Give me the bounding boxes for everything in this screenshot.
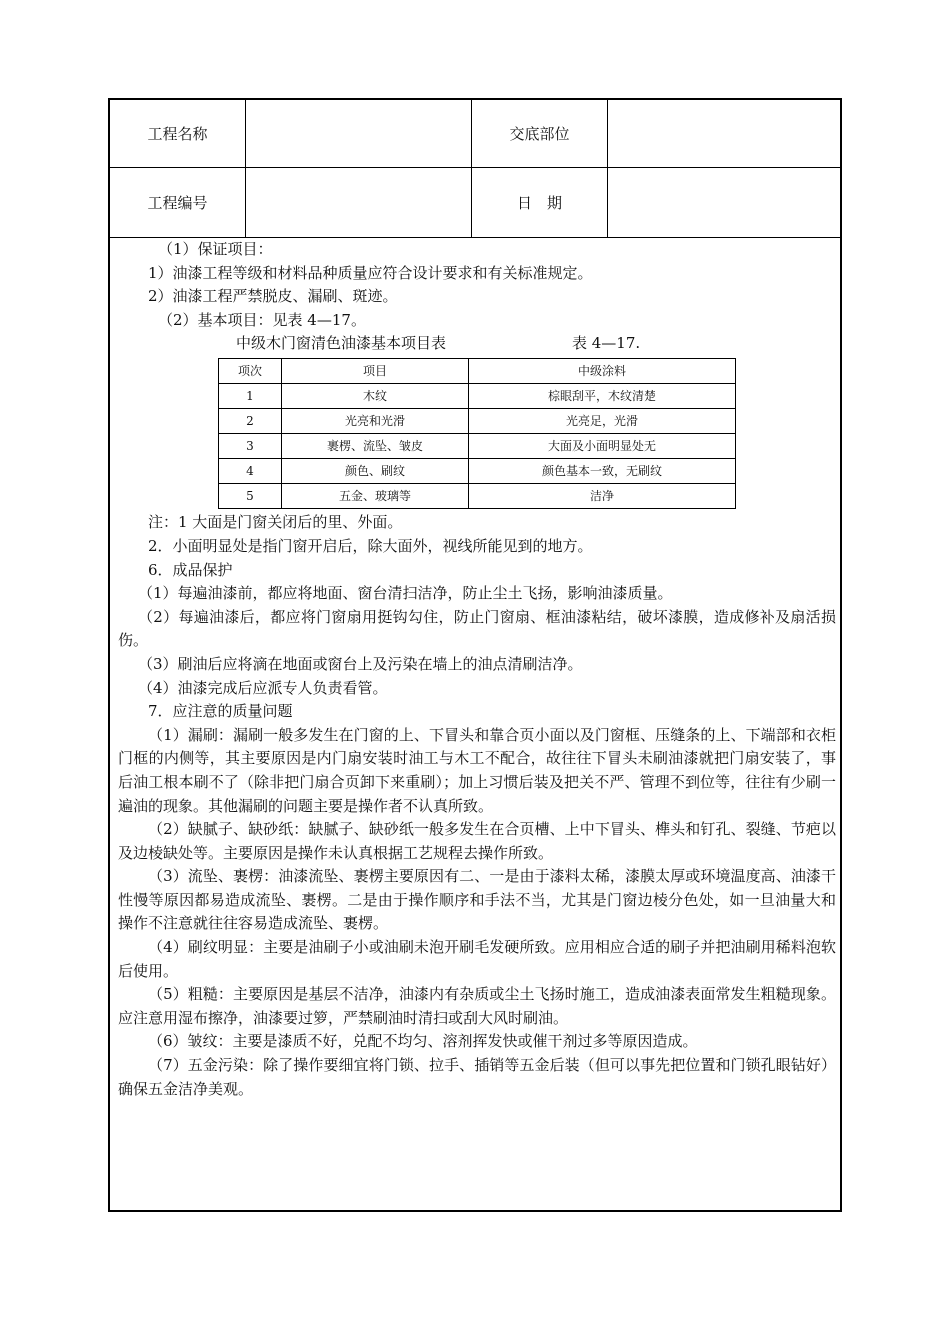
table-cell: 3 [219, 434, 282, 459]
table-cell: 4 [219, 459, 282, 484]
section-6-item-3: （3）刷油后应将滴在地面或窗台上及污染在墙上的油点清刷洁净。 [138, 654, 583, 673]
table-cell: 5 [219, 484, 282, 509]
table-cell: 大面及小面明显处无 [469, 434, 736, 459]
table-row [219, 459, 736, 484]
disclosure-form [108, 98, 842, 1212]
table-cell: 颜色、刷纹 [282, 459, 469, 484]
note-2: 2．小面明显处是指门窗开启后，除大面外，视线所能见到的地方。 [148, 536, 593, 555]
location-label: 交底部位 [472, 100, 608, 167]
section-7-heading: 7．应注意的质量问题 [148, 702, 293, 721]
date-label: 日 期 [472, 168, 608, 237]
guarantee-heading: （1）保证项目： [158, 240, 273, 258]
section-7-item-4: （4）刷纹明显：主要是油刷子小或油刷未泡开刷毛发硬所致。应用相应合适的刷子并把油刷用稀料泡软后使用。 [118, 938, 836, 980]
basic-heading: （2）基本项目：见表 4—17。 [158, 310, 366, 329]
header-row-2 [110, 168, 840, 238]
col-header-grade: 中级涂料 [469, 359, 736, 384]
table-caption [118, 332, 836, 356]
location-value [608, 100, 840, 167]
col-header-no: 项次 [219, 359, 282, 384]
table-cell: 木纹 [282, 384, 469, 409]
table-header-row [219, 359, 736, 384]
table-cell: 五金、玻璃等 [282, 484, 469, 509]
section-7-item-5: （5）粗糙：主要原因是基层不洁净，油漆内有杂质或尘土飞扬时施工，造成油漆表面常发生粗糙现象。应注意用湿布擦净，油漆要过箩，严禁刷油时清扫或刮大风时刷油。 [118, 985, 836, 1027]
table-cell: 裹楞、流坠、皱皮 [282, 434, 469, 459]
table-row [219, 409, 736, 434]
table-row [219, 384, 736, 409]
table-row [219, 434, 736, 459]
table-cell: 1 [219, 384, 282, 409]
section-7-item-6: （6）皱纹：主要是漆质不好，兑配不均匀、溶剂挥发快或催干剂过多等原因造成。 [148, 1032, 698, 1051]
guarantee-item-1: 1）油漆工程等级和材料品种质量应符合设计要求和有关标准规定。 [148, 263, 593, 282]
table-cell: 棕眼刮平，木纹清楚 [469, 384, 736, 409]
table-cell: 颜色基本一致，无刷纹 [469, 459, 736, 484]
section-7-item-7: （7）五金污染：除了操作要细宜将门锁、拉手、插销等五金后装（但可以事先把位置和门锁孔眼钻好）确保五金洁净美观。 [118, 1056, 836, 1098]
section-7-item-1: （1）漏刷：漏刷一般多发生在门窗的上、下冒头和靠合页小面以及门窗框、压缝条的上、下端部和衣柜门框的内侧等，其主要原因是内门扇安装时油工与木工不配合，故往往下冒头未刷油漆就把门扇安装了，事后油工根本刷不了（除非把门扇合页卸下来重刷）；加上习惯后装及把关不严、管理不到位等，往往有少刷一遍油的现象。其他漏刷的问题主要是操作者不认真所致。 [118, 725, 836, 815]
col-header-item: 项目 [282, 359, 469, 384]
header-row-1 [110, 100, 840, 168]
table-title: 中级木门窗清色油漆基本项目表 [236, 334, 447, 353]
guarantee-item-2: 2）油漆工程严禁脱皮、漏刷、斑迹。 [148, 287, 398, 306]
table-number: 表 4—17. [572, 334, 641, 353]
table-row [219, 484, 736, 509]
body-content [118, 238, 836, 1101]
basic-items-table [218, 358, 736, 509]
table-cell: 光亮足，光滑 [469, 409, 736, 434]
project-no-label: 工程编号 [110, 168, 246, 237]
table-cell: 2 [219, 409, 282, 434]
project-name-value [246, 100, 472, 167]
date-value [608, 168, 840, 237]
section-6-heading: 6．成品保护 [148, 560, 233, 579]
note-1: 注：1 大面是门窗关闭后的里、外面。 [148, 513, 403, 532]
project-name-label: 工程名称 [110, 100, 246, 167]
section-6-item-1: （1）每遍油漆前，都应将地面、窗台清扫洁净，防止尘土飞扬，影响油漆质量。 [138, 584, 673, 603]
table-cell: 洁净 [469, 484, 736, 509]
section-7-item-3: （3）流坠、裹楞：油漆流坠、裹楞主要原因有二、一是由于漆料太稀，漆膜太厚或环境温度高、油漆干性慢等原因都易造成流坠、裹楞。二是由于操作顺序和手法不当，尤其是门窗边棱分色处，如一旦油量大和操作不注意就往往容易造成流坠、裹楞。 [118, 867, 836, 933]
project-no-value [246, 168, 472, 237]
table-cell: 光亮和光滑 [282, 409, 469, 434]
section-7-item-2: （2）缺腻子、缺砂纸：缺腻子、缺砂纸一般多发生在合页槽、上中下冒头、榫头和钉孔、裂缝、节疤以及边棱缺处等。主要原因是操作未认真根据工艺规程去操作所致。 [118, 820, 836, 862]
section-6-item-4: （4）油漆完成后应派专人负责看管。 [138, 678, 388, 697]
section-6-item-2: （2）每遍油漆后，都应将门窗扇用挺钩勾住，防止门窗扇、框油漆粘结，破坏漆膜，造成修补及扇活损伤。 [118, 607, 836, 650]
